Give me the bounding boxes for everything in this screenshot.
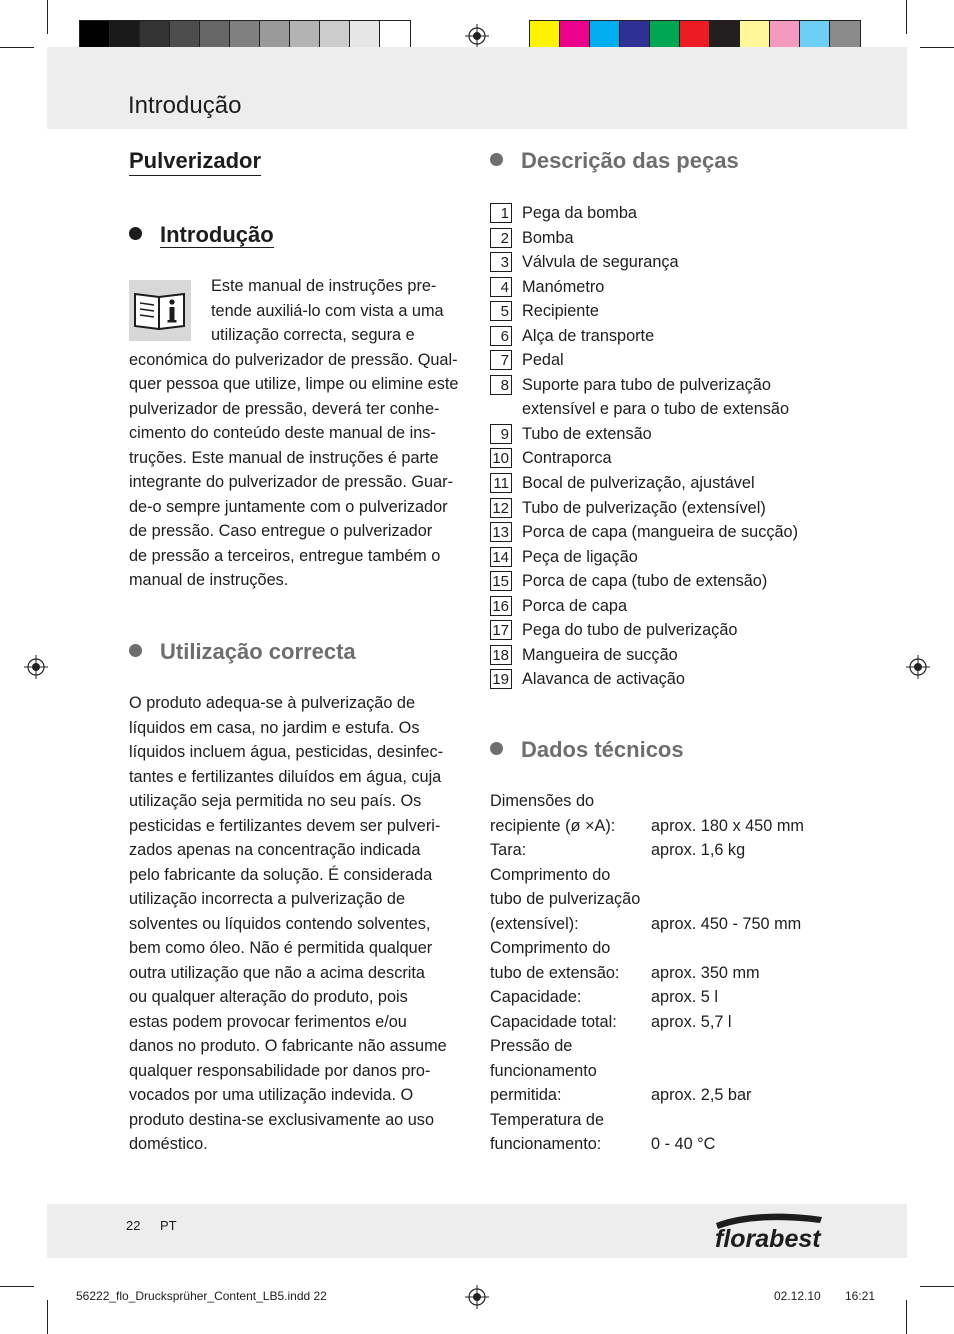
text-line: zados apenas na concentração indicada: [129, 841, 421, 859]
part-number: 1: [490, 203, 512, 223]
part-item: [490, 496, 870, 521]
part-item: [490, 569, 870, 594]
part-label: [522, 250, 679, 275]
text-line: tantes e fertilizantes diluídos em água, cuja: [129, 767, 442, 786]
part-label-line: Peça de ligação: [522, 547, 638, 566]
part-number: 2: [490, 228, 512, 248]
part-number: 16: [490, 596, 512, 616]
part-number: 5: [490, 301, 512, 321]
text-line: pulverizador de pressão, deverá ter conhe-: [129, 399, 440, 418]
part-item: [490, 422, 870, 447]
part-number: 11: [490, 473, 512, 493]
part-label: [522, 496, 766, 521]
intro-heading: Introdução: [129, 222, 274, 248]
spec-value: aprox. 5,7 l: [651, 1012, 732, 1031]
part-label-line: Suporte para tubo de pulverização: [522, 375, 771, 394]
spec-label: Capacidade:: [490, 988, 582, 1006]
part-item: [490, 299, 870, 324]
spec-label: tubo de extensão:: [490, 963, 620, 982]
spec-value: aprox. 180 x 450 mm: [651, 816, 804, 835]
registration-mark-icon: [465, 1285, 489, 1309]
spec-row: [490, 1108, 716, 1157]
text-line: utilização incorrecta a pulverização de: [129, 890, 406, 908]
text-line: ou qualquer alteração do produto, pois: [129, 988, 408, 1006]
slug-date: 02.12.10: [774, 1289, 821, 1303]
part-number: 17: [490, 620, 512, 640]
part-number: 3: [490, 252, 512, 272]
part-number: 7: [490, 350, 512, 370]
specs-table: [490, 789, 804, 1157]
spec-label: (extensível):: [490, 914, 579, 933]
part-label: [522, 520, 798, 545]
spec-value: aprox. 450 - 750 mm: [651, 914, 802, 933]
text-line: tende auxiliá-lo com vista a uma: [211, 301, 444, 320]
text-line: integrante do pulverizador de pressão. Guar-: [129, 473, 454, 491]
spec-value: aprox. 350 mm: [651, 963, 760, 982]
part-number: 19: [490, 669, 512, 689]
text-line: truções. Este manual de instruções é parte: [129, 448, 439, 467]
part-label-line: Válvula de segurança: [522, 253, 679, 272]
part-label-line: Bocal de pulverização, ajustável: [522, 474, 755, 493]
part-item: [490, 275, 870, 300]
crop-mark: [0, 47, 34, 48]
part-number: 12: [490, 498, 512, 518]
part-label-line: Tubo de extensão: [522, 424, 652, 443]
spec-row: [490, 838, 746, 863]
part-item: [490, 324, 870, 349]
spec-value: aprox. 5 l: [651, 988, 718, 1006]
part-label: [522, 643, 678, 668]
parts-list: [490, 201, 870, 692]
spec-row: [490, 789, 804, 838]
part-number: 15: [490, 571, 512, 591]
part-label: [522, 618, 737, 643]
part-number: 4: [490, 277, 512, 297]
spec-label: funcionamento:: [490, 1135, 602, 1153]
part-label: [522, 471, 755, 496]
florabest-logo: [712, 1209, 827, 1253]
text-line: de pressão a terceiros, entregue também o: [129, 546, 441, 565]
text-line: económica do pulverizador de pressão. Qual-: [129, 350, 458, 369]
part-label: [522, 446, 612, 471]
text-line: danos no produto. O fabricante não assume: [129, 1037, 447, 1055]
part-label: [522, 422, 652, 447]
bullet-icon: [490, 742, 503, 755]
spec-label: Comprimento do: [490, 865, 611, 884]
part-number: 13: [490, 522, 512, 542]
part-label-line: Pega da bomba: [522, 204, 637, 222]
part-label: [522, 226, 574, 251]
slug-time: 16:21: [845, 1289, 876, 1303]
crop-mark: [920, 1286, 954, 1287]
spec-label: tubo de pulverização: [490, 890, 641, 908]
spec-row: [490, 985, 718, 1010]
text-line: doméstico.: [129, 1135, 208, 1153]
crop-mark: [906, 1300, 907, 1334]
product-heading: Pulverizador: [129, 148, 261, 176]
part-number: 18: [490, 645, 512, 665]
part-item: [490, 201, 870, 226]
page-number: 22: [126, 1218, 141, 1233]
part-label-line: extensível e para o tubo de extensão: [522, 400, 790, 419]
use-paragraph: [129, 691, 469, 1157]
text-line: bem como óleo. Não é permitida qualquer: [129, 939, 433, 957]
text-line: outra utilização que não a acima descrita: [129, 963, 425, 982]
bullet-icon: [129, 227, 142, 240]
part-label: [522, 201, 637, 226]
spec-label: permitida:: [490, 1086, 562, 1104]
part-label-line: Mangueira de sucção: [522, 645, 678, 664]
spec-value: aprox. 1,6 kg: [651, 841, 746, 859]
crop-mark: [47, 1300, 48, 1334]
spec-label: Pressão de: [490, 1037, 573, 1055]
spec-label: Capacidade total:: [490, 1012, 617, 1031]
part-item: [490, 667, 870, 692]
registration-mark-icon: [465, 24, 489, 48]
part-label: [522, 348, 564, 373]
part-label-line: Recipiente: [522, 302, 599, 321]
part-label-line: Contraporca: [522, 449, 612, 468]
parts-heading: Descrição das peças: [490, 148, 739, 174]
spec-row: [490, 1034, 752, 1108]
part-label: [522, 373, 789, 422]
spec-label: Tara:: [490, 841, 527, 859]
text-line: pelo fabricante da solução. É considerada: [129, 865, 433, 884]
slug-filename: 56222_flo_Drucksprüher_Content_LB5.indd 22: [76, 1289, 327, 1303]
part-item: [490, 545, 870, 570]
part-label-line: Alça de transporte: [522, 326, 655, 345]
part-label: [522, 324, 654, 349]
part-number: 8: [490, 375, 512, 395]
text-line: qualquer responsabilidade por danos pro-: [129, 1061, 431, 1080]
part-item: [490, 471, 870, 496]
part-item: [490, 643, 870, 668]
part-label-line: Alavanca de activação: [522, 670, 685, 689]
use-heading: Utilização correcta: [129, 639, 356, 665]
text-line: utilização seja permitida no seu país. Os: [129, 792, 422, 810]
part-label: [522, 275, 604, 300]
text-line: líquidos em casa, no jardim e estufa. Os: [129, 718, 420, 737]
part-label-line: Porca de capa (tubo de extensão): [522, 572, 768, 591]
crop-mark: [906, 0, 907, 34]
specs-heading: Dados técnicos: [490, 737, 684, 763]
text-line: pesticidas e fertilizantes devem ser pulveri-: [129, 816, 441, 835]
text-line: de pressão. Caso entregue o pulverizador: [129, 522, 433, 540]
part-item: [490, 348, 870, 373]
text-line: O produto adequa-se à pulverização de: [129, 694, 416, 712]
text-line: utilização correcta, segura e: [211, 326, 415, 344]
crop-mark: [47, 0, 48, 34]
part-item: [490, 594, 870, 619]
text-line: manual de instruções.: [129, 571, 289, 589]
part-item: [490, 446, 870, 471]
spec-label: Dimensões do: [490, 792, 595, 810]
part-label-line: Bomba: [522, 228, 574, 247]
text-line: produto destina-se exclusivamente ao uso: [129, 1110, 435, 1129]
text-line: cimento do conteúdo deste manual de ins-: [129, 424, 436, 442]
part-item: [490, 618, 870, 643]
part-item: [490, 226, 870, 251]
part-label-line: Tubo de pulverização (extensível): [522, 498, 766, 517]
text-line: quer pessoa que utilize, limpe ou elimine este: [129, 375, 459, 393]
bullet-icon: [129, 644, 142, 657]
registration-mark-icon: [906, 655, 930, 679]
part-label-line: Pega do tubo de pulverização: [522, 621, 738, 640]
part-label: [522, 594, 627, 619]
part-label-line: Porca de capa: [522, 596, 627, 615]
crop-mark: [920, 47, 954, 48]
bullet-icon: [490, 153, 503, 166]
part-item: [490, 373, 870, 422]
part-number: 6: [490, 326, 512, 346]
part-item: [490, 520, 870, 545]
part-label: [522, 545, 638, 570]
text-line: vocados por uma utilização indevida. O: [129, 1086, 414, 1104]
text-line: estas podem provocar ferimentos e/ou: [129, 1012, 407, 1031]
text-line: solventes ou líquidos contendo solventes,: [129, 914, 431, 933]
part-label-line: Manómetro: [522, 277, 605, 296]
spec-label: Comprimento do: [490, 939, 611, 957]
page-title: Introdução: [128, 92, 242, 119]
part-label-line: Porca de capa (mangueira de sucção): [522, 523, 799, 542]
part-label: [522, 667, 685, 692]
spec-value: 0 - 40 °C: [651, 1135, 716, 1153]
crop-mark: [0, 1286, 34, 1287]
language-code: PT: [160, 1218, 177, 1233]
intro-paragraph: [129, 274, 469, 593]
spec-row: [490, 936, 760, 985]
spec-row: [490, 1010, 732, 1035]
text-line: Este manual de instruções pre-: [211, 277, 437, 295]
part-number: 10: [490, 448, 512, 468]
part-label-line: Pedal: [522, 351, 564, 370]
spec-label: Temperatura de: [490, 1110, 605, 1129]
spec-label: recipiente (ø ×A):: [490, 816, 616, 835]
part-label: [522, 569, 767, 594]
spec-value: aprox. 2,5 bar: [651, 1086, 752, 1104]
part-number: 9: [490, 424, 512, 444]
spec-label: funcionamento: [490, 1061, 597, 1080]
text-line: líquidos incluem água, pesticidas, desinfec-: [129, 743, 444, 761]
registration-mark-icon: [24, 655, 48, 679]
part-label: [522, 299, 599, 324]
part-number: 14: [490, 547, 512, 567]
part-item: [490, 250, 870, 275]
spec-row: [490, 863, 802, 937]
text-line: de-o sempre juntamente com o pulverizador: [129, 497, 448, 516]
logo-text: florabest: [715, 1225, 821, 1253]
